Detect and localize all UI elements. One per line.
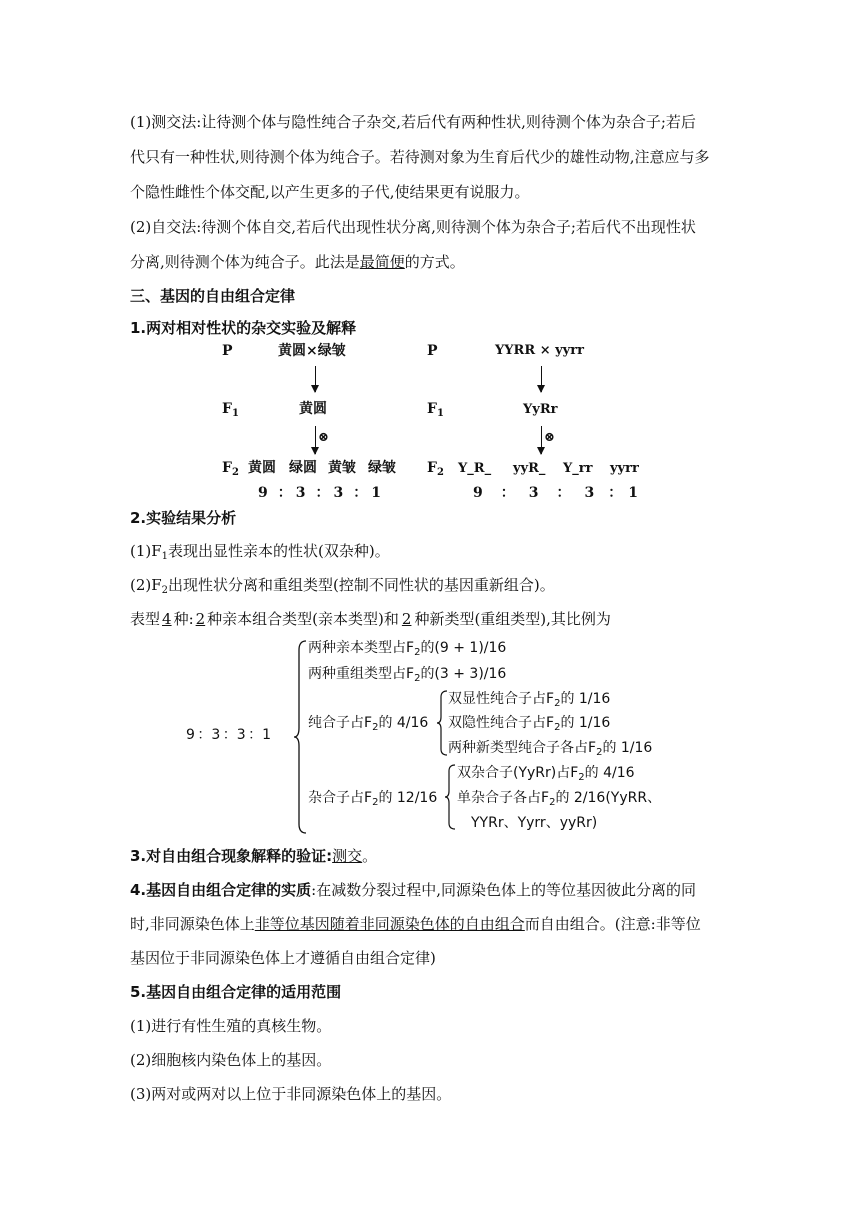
right-f2-genotype: yyrr <box>610 461 639 476</box>
tree-heterozygous: 杂合子占$F_2$的 12/16 <box>308 790 438 808</box>
selfcross-text-b: 的方式。 <box>404 253 465 271</box>
left-f2-phenotype: 绿皱 <box>368 460 396 476</box>
left-ratio: 9 ： 3 ： 3 ： 1 <box>258 485 381 501</box>
section-3-heading: 三、基因的自由组合定律 <box>130 287 296 305</box>
heading-scope: 5.基因自由组合定律的适用范围 <box>130 983 342 1001</box>
essence-underlined: 非等位基因随着非同源染色体的自由组合 <box>254 915 525 933</box>
right-p-label: P <box>427 343 438 359</box>
tree-homozygous: 纯合子占$F_2$的 4/16 <box>308 715 429 733</box>
homozygous-brace-icon <box>436 690 448 756</box>
right-f1-value: YyRr <box>523 402 558 417</box>
left-f2-label: $F_2$ <box>222 460 239 478</box>
left-f2-phenotype: 黄圆 <box>248 460 276 476</box>
right-arrow-2 <box>541 426 542 454</box>
left-f1-value: 黄圆 <box>299 401 327 417</box>
left-arrow-2 <box>315 426 316 454</box>
right-self-symbol: ⊗ <box>544 430 555 445</box>
essence-line-1: 4.基因自由组合定律的实质:在减数分裂过程中,同源染色体上的等位基因彼此分离的同 <box>130 881 696 899</box>
selfcross-line-2 <box>130 252 465 272</box>
tree-single-heterozygous-genotypes: YYRr、Yyrr、yyRr) <box>471 815 598 831</box>
tree-double-recessive: 双隐性纯合子占$F_2$的 1/16 <box>448 715 611 733</box>
tree-double-dominant: 双显性纯合子占$F_2$的 1/16 <box>448 691 611 709</box>
tree-double-heterozygous: 双杂合子(YyRr)占$F_2$的 4/16 <box>457 765 635 783</box>
left-arrow-1 <box>315 366 316 392</box>
main-brace-icon <box>293 640 307 834</box>
left-f2-phenotype: 黄皱 <box>328 460 356 476</box>
tree-parental-types: 两种亲本类型占$F_2$的(9 + 1)/16 <box>308 640 507 658</box>
testcross-line-2: 代只有一种性状,则待测个体为纯合子。若待测对象为生育后代少的雄性动物,注意应与多 <box>130 148 710 166</box>
heading-result-analysis: 2.实验结果分析 <box>130 509 237 527</box>
left-f1-label: $F_1$ <box>222 401 239 419</box>
heading-dihybrid-cross: 1.两对相对性状的杂交实验及解释 <box>130 319 357 337</box>
heading-essence: 4.基因自由组合定律的实质 <box>130 881 312 899</box>
tree-root-ratio: 9 ：3 ：3 ：1 <box>186 727 271 743</box>
analysis-f2: $(2)F_2$出现性状分离和重组类型(控制不同性状的基因重新组合)。 <box>130 576 555 596</box>
analysis-f1: $(1)F_1$表现出显性亲本的性状(双杂种)。 <box>130 542 390 562</box>
tree-recombinant-types: 两种重组类型占$F_2$的(3 + 3)/16 <box>308 666 507 684</box>
testcross-line-1: (1)测交法:让待测个体与隐性纯合子杂交,若后代有两种性状,则待测个体为杂合子;若后 <box>130 113 696 131</box>
right-f2-label: $F_2$ <box>427 460 444 478</box>
right-parents: YYRR × yyrr <box>495 343 584 358</box>
essence-line-3: 基因位于非同源染色体上才遵循自由组合定律) <box>130 949 436 967</box>
heterozygous-brace-icon <box>444 764 456 830</box>
heading-verification: 3.对自由组合现象解释的验证:测交。 <box>130 847 378 865</box>
selfcross-line-1: (2)自交法:待测个体自交,若后代出现性状分离,则待测个体为杂合子;若后代不出现性状 <box>130 218 696 236</box>
left-p-label: P <box>222 343 233 359</box>
tree-new-type-homozygous: 两种新类型纯合子各占$F_2$的 1/16 <box>448 740 653 758</box>
right-f2-genotype: Y_rr <box>563 461 593 476</box>
selfcross-text-a: 分离,则待测个体为纯合子。此法是 <box>130 253 360 271</box>
right-ratio: 9 ： 3 ： 3 ： 1 <box>473 485 638 501</box>
scope-item-3: (3)两对或两对以上位于非同源染色体上的基因。 <box>130 1085 452 1103</box>
left-f2-phenotype: 绿圆 <box>289 460 317 476</box>
testcross-line-3: 个隐性雌性个体交配,以产生更多的子代,使结果更有说服力。 <box>130 183 530 201</box>
simplest-method-underlined: 最简便 <box>359 253 405 271</box>
scope-item-2: (2)细胞核内染色体上的基因。 <box>130 1051 332 1069</box>
right-f2-genotype: yyR_ <box>513 461 546 476</box>
tree-single-heterozygous: 单杂合子各占$F_2$的 2/16(YyRR、 <box>457 790 662 808</box>
essence-line-2: 时,非同源染色体上非等位基因随着非同源染色体的自由组合而自由组合。(注意:非等位 <box>130 915 701 933</box>
analysis-phenotypes: 表型 4 种: 2 种亲本组合类型(亲本类型)和 2 种新类型(重组类型),其比例为 <box>130 610 611 628</box>
testcross-underlined: 测交 <box>332 847 363 865</box>
right-f2-genotype: Y_R_ <box>458 461 492 476</box>
left-self-symbol: ⊗ <box>318 430 329 445</box>
right-f1-label: $F_1$ <box>427 401 444 419</box>
scope-item-1: (1)进行有性生殖的真核生物。 <box>130 1017 332 1035</box>
right-arrow-1 <box>541 366 542 392</box>
left-parents: 黄圆×绿皱 <box>278 343 346 359</box>
